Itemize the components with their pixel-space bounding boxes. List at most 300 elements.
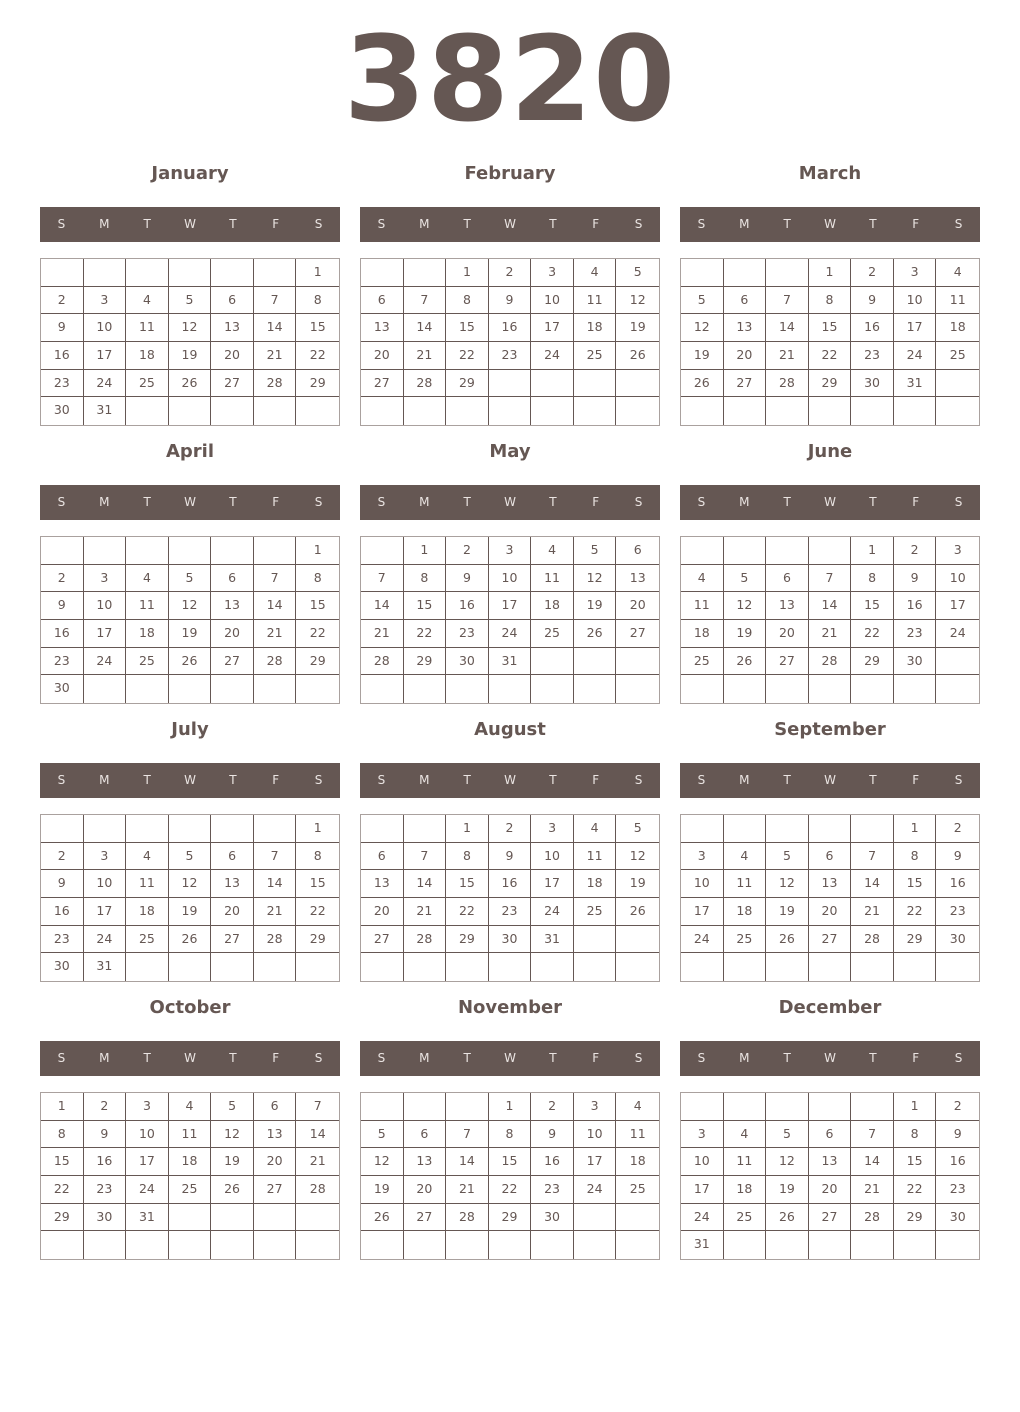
day-cell[interactable]: 22	[446, 898, 489, 926]
day-cell[interactable]: 2	[489, 259, 532, 287]
day-cell[interactable]: 13	[361, 314, 404, 342]
day-cell[interactable]: 18	[169, 1148, 212, 1176]
day-cell[interactable]: 18	[616, 1148, 659, 1176]
day-cell[interactable]: 20	[211, 342, 254, 370]
day-cell[interactable]: 15	[41, 1148, 84, 1176]
day-cell[interactable]: 3	[681, 1121, 724, 1149]
day-cell[interactable]: 7	[296, 1093, 339, 1121]
day-cell[interactable]: 23	[936, 1176, 979, 1204]
day-cell[interactable]: 2	[851, 259, 894, 287]
day-cell[interactable]: 28	[361, 648, 404, 676]
day-cell[interactable]: 7	[851, 843, 894, 871]
day-cell[interactable]: 27	[616, 620, 659, 648]
day-cell[interactable]: 9	[489, 287, 532, 315]
day-cell[interactable]: 22	[894, 1176, 937, 1204]
day-cell[interactable]: 4	[724, 843, 767, 871]
day-cell[interactable]: 29	[894, 926, 937, 954]
day-cell[interactable]: 9	[41, 870, 84, 898]
day-cell[interactable]: 18	[574, 314, 617, 342]
day-cell[interactable]: 12	[169, 592, 212, 620]
day-cell[interactable]: 19	[766, 898, 809, 926]
day-cell[interactable]: 30	[894, 648, 937, 676]
day-cell[interactable]: 21	[254, 342, 297, 370]
day-cell[interactable]: 17	[681, 1176, 724, 1204]
day-cell[interactable]: 9	[489, 843, 532, 871]
day-cell[interactable]: 26	[361, 1204, 404, 1232]
day-cell[interactable]: 3	[531, 259, 574, 287]
day-cell[interactable]: 29	[296, 648, 339, 676]
day-cell[interactable]: 5	[169, 565, 212, 593]
day-cell[interactable]: 13	[361, 870, 404, 898]
day-cell[interactable]: 27	[361, 370, 404, 398]
day-cell[interactable]: 27	[724, 370, 767, 398]
day-cell[interactable]: 26	[724, 648, 767, 676]
day-cell[interactable]: 7	[254, 565, 297, 593]
day-cell[interactable]: 16	[489, 314, 532, 342]
day-cell[interactable]: 10	[84, 314, 127, 342]
day-cell[interactable]: 22	[296, 898, 339, 926]
day-cell[interactable]: 21	[361, 620, 404, 648]
day-cell[interactable]: 21	[446, 1176, 489, 1204]
day-cell[interactable]: 20	[211, 898, 254, 926]
day-cell[interactable]: 8	[894, 1121, 937, 1149]
day-cell[interactable]: 16	[531, 1148, 574, 1176]
day-cell[interactable]: 23	[41, 370, 84, 398]
day-cell[interactable]: 12	[616, 287, 659, 315]
day-cell[interactable]: 8	[489, 1121, 532, 1149]
day-cell[interactable]: 7	[254, 843, 297, 871]
day-cell[interactable]: 20	[361, 342, 404, 370]
day-cell[interactable]: 2	[894, 537, 937, 565]
day-cell[interactable]: 3	[894, 259, 937, 287]
day-cell[interactable]: 8	[809, 287, 852, 315]
day-cell[interactable]: 22	[404, 620, 447, 648]
day-cell[interactable]: 10	[126, 1121, 169, 1149]
day-cell[interactable]: 14	[404, 870, 447, 898]
day-cell[interactable]: 25	[574, 898, 617, 926]
day-cell[interactable]: 15	[446, 314, 489, 342]
day-cell[interactable]: 10	[531, 843, 574, 871]
day-cell[interactable]: 16	[936, 870, 979, 898]
day-cell[interactable]: 22	[41, 1176, 84, 1204]
day-cell[interactable]: 1	[489, 1093, 532, 1121]
day-cell[interactable]: 17	[489, 592, 532, 620]
day-cell[interactable]: 7	[254, 287, 297, 315]
day-cell[interactable]: 16	[41, 898, 84, 926]
day-cell[interactable]: 16	[41, 342, 84, 370]
day-cell[interactable]: 30	[41, 397, 84, 425]
day-cell[interactable]: 22	[296, 620, 339, 648]
day-cell[interactable]: 7	[809, 565, 852, 593]
day-cell[interactable]: 19	[724, 620, 767, 648]
day-cell[interactable]: 11	[126, 870, 169, 898]
day-cell[interactable]: 27	[809, 1204, 852, 1232]
day-cell[interactable]: 6	[404, 1121, 447, 1149]
day-cell[interactable]: 18	[724, 898, 767, 926]
day-cell[interactable]: 4	[681, 565, 724, 593]
day-cell[interactable]: 1	[404, 537, 447, 565]
day-cell[interactable]: 8	[296, 565, 339, 593]
day-cell[interactable]: 4	[574, 259, 617, 287]
day-cell[interactable]: 19	[169, 620, 212, 648]
day-cell[interactable]: 2	[489, 815, 532, 843]
day-cell[interactable]: 9	[894, 565, 937, 593]
day-cell[interactable]: 22	[489, 1176, 532, 1204]
day-cell[interactable]: 14	[851, 1148, 894, 1176]
day-cell[interactable]: 21	[851, 1176, 894, 1204]
day-cell[interactable]: 3	[84, 565, 127, 593]
day-cell[interactable]: 24	[84, 370, 127, 398]
day-cell[interactable]: 17	[936, 592, 979, 620]
day-cell[interactable]: 27	[361, 926, 404, 954]
day-cell[interactable]: 13	[766, 592, 809, 620]
day-cell[interactable]: 13	[809, 870, 852, 898]
day-cell[interactable]: 2	[936, 815, 979, 843]
day-cell[interactable]: 4	[936, 259, 979, 287]
day-cell[interactable]: 6	[254, 1093, 297, 1121]
day-cell[interactable]: 26	[574, 620, 617, 648]
day-cell[interactable]: 7	[851, 1121, 894, 1149]
day-cell[interactable]: 26	[169, 370, 212, 398]
day-cell[interactable]: 4	[724, 1121, 767, 1149]
day-cell[interactable]: 4	[169, 1093, 212, 1121]
day-cell[interactable]: 26	[616, 342, 659, 370]
day-cell[interactable]: 13	[211, 870, 254, 898]
day-cell[interactable]: 4	[531, 537, 574, 565]
day-cell[interactable]: 11	[574, 287, 617, 315]
day-cell[interactable]: 29	[489, 1204, 532, 1232]
day-cell[interactable]: 18	[936, 314, 979, 342]
day-cell[interactable]: 30	[446, 648, 489, 676]
day-cell[interactable]: 14	[361, 592, 404, 620]
day-cell[interactable]: 2	[41, 565, 84, 593]
day-cell[interactable]: 4	[126, 565, 169, 593]
day-cell[interactable]: 1	[894, 815, 937, 843]
day-cell[interactable]: 13	[404, 1148, 447, 1176]
day-cell[interactable]: 18	[681, 620, 724, 648]
day-cell[interactable]: 15	[809, 314, 852, 342]
day-cell[interactable]: 19	[169, 898, 212, 926]
day-cell[interactable]: 9	[41, 592, 84, 620]
day-cell[interactable]: 15	[894, 1148, 937, 1176]
day-cell[interactable]: 26	[616, 898, 659, 926]
day-cell[interactable]: 2	[936, 1093, 979, 1121]
day-cell[interactable]: 28	[254, 370, 297, 398]
day-cell[interactable]: 25	[574, 342, 617, 370]
day-cell[interactable]: 6	[809, 1121, 852, 1149]
day-cell[interactable]: 28	[404, 926, 447, 954]
day-cell[interactable]: 19	[766, 1176, 809, 1204]
day-cell[interactable]: 11	[681, 592, 724, 620]
day-cell[interactable]: 24	[936, 620, 979, 648]
day-cell[interactable]: 15	[404, 592, 447, 620]
day-cell[interactable]: 1	[296, 537, 339, 565]
day-cell[interactable]: 5	[169, 287, 212, 315]
day-cell[interactable]: 25	[126, 926, 169, 954]
day-cell[interactable]: 10	[489, 565, 532, 593]
day-cell[interactable]: 15	[296, 314, 339, 342]
day-cell[interactable]: 15	[296, 592, 339, 620]
day-cell[interactable]: 31	[126, 1204, 169, 1232]
day-cell[interactable]: 12	[681, 314, 724, 342]
day-cell[interactable]: 1	[296, 259, 339, 287]
day-cell[interactable]: 3	[681, 843, 724, 871]
day-cell[interactable]: 25	[724, 926, 767, 954]
day-cell[interactable]: 27	[809, 926, 852, 954]
day-cell[interactable]: 28	[446, 1204, 489, 1232]
day-cell[interactable]: 21	[254, 898, 297, 926]
day-cell[interactable]: 31	[84, 953, 127, 981]
day-cell[interactable]: 8	[404, 565, 447, 593]
day-cell[interactable]: 20	[211, 620, 254, 648]
day-cell[interactable]: 11	[126, 314, 169, 342]
day-cell[interactable]: 1	[809, 259, 852, 287]
day-cell[interactable]: 5	[766, 1121, 809, 1149]
day-cell[interactable]: 7	[361, 565, 404, 593]
day-cell[interactable]: 5	[169, 843, 212, 871]
day-cell[interactable]: 5	[211, 1093, 254, 1121]
day-cell[interactable]: 10	[936, 565, 979, 593]
day-cell[interactable]: 4	[616, 1093, 659, 1121]
day-cell[interactable]: 21	[296, 1148, 339, 1176]
day-cell[interactable]: 21	[404, 342, 447, 370]
day-cell[interactable]: 31	[894, 370, 937, 398]
day-cell[interactable]: 1	[446, 815, 489, 843]
day-cell[interactable]: 25	[126, 648, 169, 676]
day-cell[interactable]: 7	[404, 287, 447, 315]
day-cell[interactable]: 1	[894, 1093, 937, 1121]
day-cell[interactable]: 9	[446, 565, 489, 593]
day-cell[interactable]: 25	[724, 1204, 767, 1232]
day-cell[interactable]: 11	[126, 592, 169, 620]
day-cell[interactable]: 19	[616, 870, 659, 898]
day-cell[interactable]: 5	[724, 565, 767, 593]
day-cell[interactable]: 20	[404, 1176, 447, 1204]
day-cell[interactable]: 13	[616, 565, 659, 593]
day-cell[interactable]: 18	[126, 342, 169, 370]
day-cell[interactable]: 7	[766, 287, 809, 315]
day-cell[interactable]: 12	[616, 843, 659, 871]
day-cell[interactable]: 27	[211, 926, 254, 954]
day-cell[interactable]: 30	[936, 926, 979, 954]
day-cell[interactable]: 3	[574, 1093, 617, 1121]
day-cell[interactable]: 24	[531, 342, 574, 370]
day-cell[interactable]: 9	[936, 843, 979, 871]
day-cell[interactable]: 5	[361, 1121, 404, 1149]
day-cell[interactable]: 10	[574, 1121, 617, 1149]
day-cell[interactable]: 13	[254, 1121, 297, 1149]
day-cell[interactable]: 14	[296, 1121, 339, 1149]
day-cell[interactable]: 17	[84, 898, 127, 926]
day-cell[interactable]: 18	[574, 870, 617, 898]
day-cell[interactable]: 5	[616, 815, 659, 843]
day-cell[interactable]: 20	[809, 898, 852, 926]
day-cell[interactable]: 20	[766, 620, 809, 648]
day-cell[interactable]: 21	[404, 898, 447, 926]
day-cell[interactable]: 22	[809, 342, 852, 370]
day-cell[interactable]: 28	[404, 370, 447, 398]
day-cell[interactable]: 9	[531, 1121, 574, 1149]
day-cell[interactable]: 11	[616, 1121, 659, 1149]
day-cell[interactable]: 24	[681, 1204, 724, 1232]
day-cell[interactable]: 14	[254, 592, 297, 620]
day-cell[interactable]: 24	[681, 926, 724, 954]
day-cell[interactable]: 29	[894, 1204, 937, 1232]
day-cell[interactable]: 18	[531, 592, 574, 620]
day-cell[interactable]: 10	[681, 1148, 724, 1176]
day-cell[interactable]: 3	[126, 1093, 169, 1121]
day-cell[interactable]: 15	[296, 870, 339, 898]
day-cell[interactable]: 5	[766, 843, 809, 871]
day-cell[interactable]: 30	[489, 926, 532, 954]
day-cell[interactable]: 26	[766, 926, 809, 954]
day-cell[interactable]: 29	[809, 370, 852, 398]
day-cell[interactable]: 27	[254, 1176, 297, 1204]
day-cell[interactable]: 7	[404, 843, 447, 871]
day-cell[interactable]: 31	[489, 648, 532, 676]
day-cell[interactable]: 29	[41, 1204, 84, 1232]
day-cell[interactable]: 8	[296, 843, 339, 871]
day-cell[interactable]: 27	[404, 1204, 447, 1232]
day-cell[interactable]: 16	[446, 592, 489, 620]
day-cell[interactable]: 18	[126, 620, 169, 648]
day-cell[interactable]: 14	[404, 314, 447, 342]
day-cell[interactable]: 31	[681, 1231, 724, 1259]
day-cell[interactable]: 25	[681, 648, 724, 676]
day-cell[interactable]: 24	[126, 1176, 169, 1204]
day-cell[interactable]: 19	[211, 1148, 254, 1176]
day-cell[interactable]: 20	[809, 1176, 852, 1204]
day-cell[interactable]: 2	[84, 1093, 127, 1121]
day-cell[interactable]: 12	[169, 314, 212, 342]
day-cell[interactable]: 26	[211, 1176, 254, 1204]
day-cell[interactable]: 29	[446, 926, 489, 954]
day-cell[interactable]: 6	[361, 287, 404, 315]
day-cell[interactable]: 24	[894, 342, 937, 370]
day-cell[interactable]: 6	[724, 287, 767, 315]
day-cell[interactable]: 3	[84, 843, 127, 871]
day-cell[interactable]: 28	[851, 1204, 894, 1232]
day-cell[interactable]: 23	[489, 898, 532, 926]
day-cell[interactable]: 26	[766, 1204, 809, 1232]
day-cell[interactable]: 24	[84, 926, 127, 954]
day-cell[interactable]: 8	[851, 565, 894, 593]
day-cell[interactable]: 22	[446, 342, 489, 370]
day-cell[interactable]: 5	[681, 287, 724, 315]
day-cell[interactable]: 9	[851, 287, 894, 315]
day-cell[interactable]: 1	[41, 1093, 84, 1121]
day-cell[interactable]: 17	[894, 314, 937, 342]
day-cell[interactable]: 11	[936, 287, 979, 315]
day-cell[interactable]: 2	[446, 537, 489, 565]
day-cell[interactable]: 29	[296, 926, 339, 954]
day-cell[interactable]: 12	[724, 592, 767, 620]
day-cell[interactable]: 16	[851, 314, 894, 342]
day-cell[interactable]: 19	[681, 342, 724, 370]
day-cell[interactable]: 10	[84, 870, 127, 898]
day-cell[interactable]: 5	[574, 537, 617, 565]
day-cell[interactable]: 22	[851, 620, 894, 648]
day-cell[interactable]: 13	[211, 592, 254, 620]
day-cell[interactable]: 24	[531, 898, 574, 926]
day-cell[interactable]: 13	[211, 314, 254, 342]
day-cell[interactable]: 24	[574, 1176, 617, 1204]
day-cell[interactable]: 20	[361, 898, 404, 926]
day-cell[interactable]: 30	[84, 1204, 127, 1232]
day-cell[interactable]: 6	[361, 843, 404, 871]
day-cell[interactable]: 31	[84, 397, 127, 425]
day-cell[interactable]: 15	[446, 870, 489, 898]
day-cell[interactable]: 17	[126, 1148, 169, 1176]
day-cell[interactable]: 4	[126, 843, 169, 871]
day-cell[interactable]: 21	[766, 342, 809, 370]
day-cell[interactable]: 21	[254, 620, 297, 648]
day-cell[interactable]: 5	[616, 259, 659, 287]
day-cell[interactable]: 19	[616, 314, 659, 342]
day-cell[interactable]: 15	[489, 1148, 532, 1176]
day-cell[interactable]: 8	[41, 1121, 84, 1149]
day-cell[interactable]: 26	[169, 926, 212, 954]
day-cell[interactable]: 18	[724, 1176, 767, 1204]
day-cell[interactable]: 14	[766, 314, 809, 342]
day-cell[interactable]: 23	[41, 926, 84, 954]
day-cell[interactable]: 15	[894, 870, 937, 898]
day-cell[interactable]: 17	[574, 1148, 617, 1176]
day-cell[interactable]: 1	[446, 259, 489, 287]
day-cell[interactable]: 23	[851, 342, 894, 370]
day-cell[interactable]: 3	[84, 287, 127, 315]
day-cell[interactable]: 23	[84, 1176, 127, 1204]
day-cell[interactable]: 11	[574, 843, 617, 871]
day-cell[interactable]: 26	[169, 648, 212, 676]
day-cell[interactable]: 23	[489, 342, 532, 370]
day-cell[interactable]: 20	[724, 342, 767, 370]
day-cell[interactable]: 15	[851, 592, 894, 620]
day-cell[interactable]: 24	[489, 620, 532, 648]
day-cell[interactable]: 6	[809, 843, 852, 871]
day-cell[interactable]: 10	[531, 287, 574, 315]
day-cell[interactable]: 2	[41, 843, 84, 871]
day-cell[interactable]: 25	[169, 1176, 212, 1204]
day-cell[interactable]: 14	[851, 870, 894, 898]
day-cell[interactable]: 14	[809, 592, 852, 620]
day-cell[interactable]: 13	[724, 314, 767, 342]
day-cell[interactable]: 21	[809, 620, 852, 648]
day-cell[interactable]: 12	[361, 1148, 404, 1176]
day-cell[interactable]: 20	[616, 592, 659, 620]
day-cell[interactable]: 30	[936, 1204, 979, 1232]
day-cell[interactable]: 12	[574, 565, 617, 593]
day-cell[interactable]: 24	[84, 648, 127, 676]
day-cell[interactable]: 14	[446, 1148, 489, 1176]
day-cell[interactable]: 2	[41, 287, 84, 315]
day-cell[interactable]: 28	[766, 370, 809, 398]
day-cell[interactable]: 30	[851, 370, 894, 398]
day-cell[interactable]: 28	[254, 648, 297, 676]
day-cell[interactable]: 25	[616, 1176, 659, 1204]
day-cell[interactable]: 3	[936, 537, 979, 565]
day-cell[interactable]: 28	[254, 926, 297, 954]
day-cell[interactable]: 7	[446, 1121, 489, 1149]
day-cell[interactable]: 10	[894, 287, 937, 315]
day-cell[interactable]: 27	[766, 648, 809, 676]
day-cell[interactable]: 21	[851, 898, 894, 926]
day-cell[interactable]: 20	[254, 1148, 297, 1176]
day-cell[interactable]: 17	[681, 898, 724, 926]
day-cell[interactable]: 23	[446, 620, 489, 648]
day-cell[interactable]: 6	[766, 565, 809, 593]
day-cell[interactable]: 16	[489, 870, 532, 898]
